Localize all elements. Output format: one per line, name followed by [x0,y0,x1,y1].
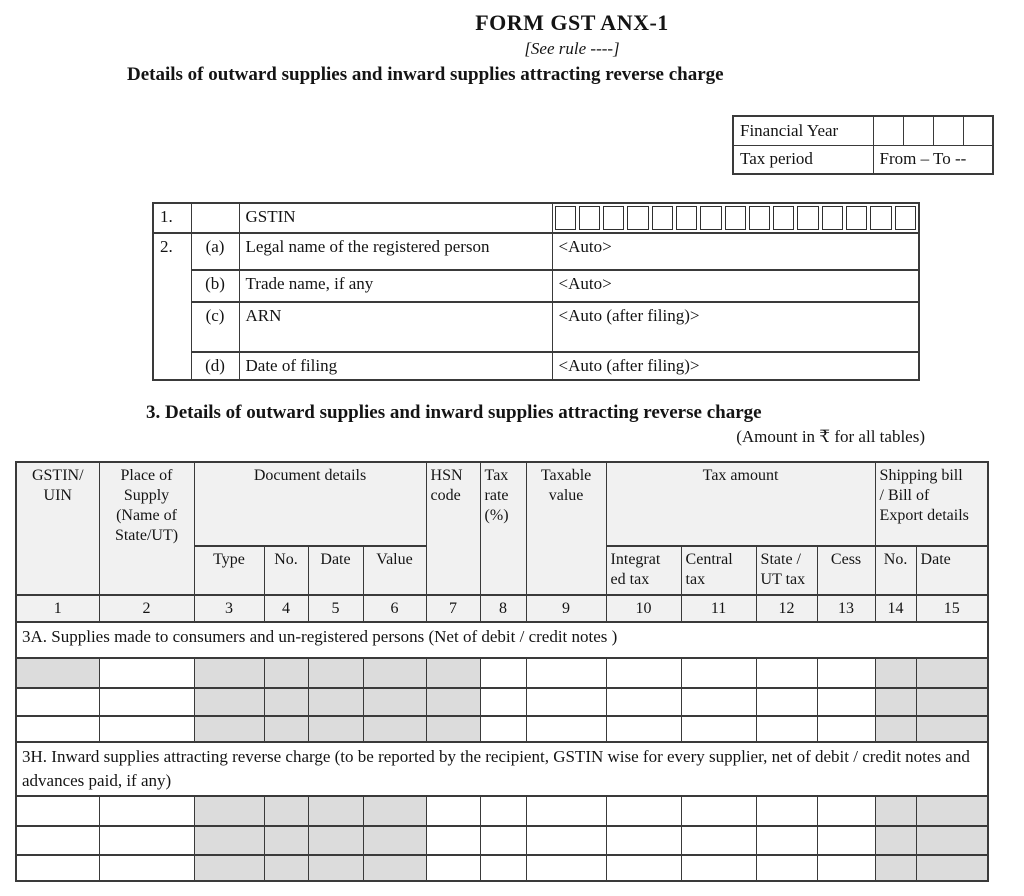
input-cell[interactable] [526,826,606,855]
shaded-cell [363,658,426,688]
shaded-cell [308,855,363,881]
col-number: 7 [426,595,480,622]
shaded-cell [916,826,988,855]
col-header-place-of-supply: Place of Supply (Name of State/UT) [99,462,194,595]
shaded-cell [363,716,426,742]
col-number: 12 [756,595,817,622]
col-number: 14 [875,595,916,622]
input-cell[interactable] [480,796,526,826]
shaded-cell [363,855,426,881]
shaded-cell [194,658,264,688]
shaded-cell [264,716,308,742]
year-digit-box[interactable] [933,116,963,145]
input-cell[interactable] [681,796,756,826]
col-number: 6 [363,595,426,622]
shaded-cell [194,796,264,826]
gstin-char-box[interactable] [676,206,697,230]
col-header-taxable-value: Taxable value [526,462,606,595]
shaded-cell [363,826,426,855]
shaded-cell [308,826,363,855]
shaded-cell [916,716,988,742]
input-cell[interactable] [480,716,526,742]
gstin-char-box[interactable] [797,206,818,230]
input-cell[interactable] [681,855,756,881]
input-cell[interactable] [426,826,480,855]
form-title: FORM GST ANX-1 [475,10,669,35]
shaded-cell [264,796,308,826]
col-number: 11 [681,595,756,622]
section-title-3h: 3H. Inward supplies attracting reverse charge (to be reported by the recipient, GSTIN wise for every supplier, net of debit / credit notes and advances paid, if any) [16,742,988,796]
col-header-cess: Cess [817,546,875,595]
col-header-central-tax: Central tax [681,546,756,595]
shaded-cell [194,716,264,742]
col-number: 13 [817,595,875,622]
col-header-hsn-code: HSN code [426,462,480,595]
col-number: 4 [264,595,308,622]
gstin-char-box[interactable] [773,206,794,230]
col-header-integrated-tax: Integrat ed tax [606,546,681,595]
col-number: 3 [194,595,264,622]
col-number: 2 [99,595,194,622]
input-cell[interactable] [16,716,99,742]
input-cell[interactable] [480,688,526,716]
input-cell[interactable] [756,826,817,855]
input-cell[interactable] [480,855,526,881]
field-label: Trade name, if any [239,270,552,302]
year-digit-box[interactable] [873,116,903,145]
input-cell[interactable] [606,796,681,826]
input-cell[interactable] [756,658,817,688]
col-number: 5 [308,595,363,622]
row-number-cell: 2. [153,233,191,380]
shaded-cell [194,826,264,855]
input-cell[interactable] [756,716,817,742]
form-subtitle: Details of outward supplies and inward supplies attracting reverse charge [127,64,724,85]
field-value: <Auto> [552,270,919,302]
sub-letter-cell: (a) [191,233,239,270]
shaded-cell [308,796,363,826]
table-row [16,826,988,855]
input-cell[interactable] [606,716,681,742]
col-number: 1 [16,595,99,622]
shaded-cell [875,826,916,855]
gstin-char-box[interactable] [627,206,648,230]
shaded-cell [916,855,988,881]
input-cell[interactable] [817,658,875,688]
input-cell[interactable] [681,688,756,716]
shaded-cell [308,716,363,742]
shaded-cell [875,658,916,688]
title-block [130,10,1014,59]
field-value: <Auto (after filing)> [552,302,919,352]
shaded-cell [308,688,363,716]
field-value: <Auto (after filing)> [552,352,919,380]
col-header-doc-value: Value [363,546,426,595]
col-header-doc-type: Type [194,546,264,595]
input-cell[interactable] [99,716,194,742]
gstin-char-box[interactable] [725,206,746,230]
col-header-state-ut-tax: State / UT tax [756,546,817,595]
field-value: <Auto> [552,233,919,270]
shaded-cell [264,658,308,688]
col-number: 8 [480,595,526,622]
gstin-char-box[interactable] [579,206,600,230]
shaded-cell [426,716,480,742]
input-cell[interactable] [606,658,681,688]
tax-period-label: Tax period [733,145,873,174]
shaded-cell [264,826,308,855]
sub-letter-cell [191,203,239,233]
input-cell[interactable] [756,796,817,826]
field-label: GSTIN [239,203,552,233]
sub-letter-cell: (c) [191,302,239,352]
shaded-cell [916,658,988,688]
input-cell[interactable] [756,688,817,716]
financial-year-label: Financial Year [733,116,873,145]
field-label: Legal name of the registered person [239,233,552,270]
input-cell[interactable] [817,826,875,855]
shaded-cell [194,688,264,716]
year-digit-box[interactable] [903,116,933,145]
section3-heading: 3. Details of outward supplies and inward supplies attracting reverse charge [146,402,762,423]
shaded-cell [875,688,916,716]
col-number: 10 [606,595,681,622]
tax-period-value[interactable]: From – To -- [873,145,993,174]
input-cell[interactable] [681,826,756,855]
input-cell[interactable] [526,688,606,716]
input-cell[interactable] [526,855,606,881]
field-label: ARN [239,302,552,352]
col-number: 9 [526,595,606,622]
input-cell[interactable] [817,716,875,742]
input-cell[interactable] [606,688,681,716]
gstin-boxes [552,203,919,233]
field-label: Date of filing [239,352,552,380]
input-cell[interactable] [99,658,194,688]
column-number-row [16,595,988,622]
col-header-tax-rate: Tax rate (%) [480,462,526,595]
year-digit-box[interactable] [963,116,993,145]
col-header-gstin-uin: GSTIN/ UIN [16,462,99,595]
shaded-cell [916,688,988,716]
gstin-char-box[interactable] [652,206,673,230]
shaded-cell [194,855,264,881]
shaded-cell [875,716,916,742]
col-header-doc-no: No. [264,546,308,595]
rule-note: [See rule ----] [524,39,620,58]
gstin-char-box[interactable] [749,206,770,230]
input-cell[interactable] [99,855,194,881]
sub-letter-cell: (d) [191,352,239,380]
input-cell[interactable] [681,716,756,742]
shaded-cell [875,796,916,826]
input-cell[interactable] [817,796,875,826]
row-number-cell: 1. [153,203,191,233]
input-cell[interactable] [817,855,875,881]
table-row [16,796,988,826]
input-cell[interactable] [426,855,480,881]
shaded-cell [916,796,988,826]
input-cell[interactable] [480,826,526,855]
input-cell[interactable] [526,716,606,742]
shaded-cell [264,855,308,881]
input-cell[interactable] [99,688,194,716]
input-cell[interactable] [756,855,817,881]
input-cell[interactable] [16,826,99,855]
input-cell[interactable] [480,658,526,688]
input-cell[interactable] [16,688,99,716]
input-cell[interactable] [681,658,756,688]
col-header-shipping-date: Date [916,546,988,595]
section-title-3a: 3A. Supplies made to consumers and un-registered persons (Net of debit / credit notes ) [16,622,988,658]
supplies-table [15,461,989,882]
registration-table [152,202,920,381]
input-cell[interactable] [16,855,99,881]
shaded-cell [875,855,916,881]
shaded-cell [363,796,426,826]
shaded-cell [16,658,99,688]
amount-note: (Amount in ₹ for all tables) [736,427,925,446]
col-header-shipping-bill: Shipping bill / Bill of Export details [875,462,988,546]
col-header-doc-date: Date [308,546,363,595]
input-cell[interactable] [817,688,875,716]
col-number: 15 [916,595,988,622]
period-table [732,115,994,175]
shaded-cell [308,658,363,688]
gstin-char-box[interactable] [895,206,916,230]
shaded-cell [426,658,480,688]
gstin-char-box[interactable] [822,206,843,230]
gstin-char-box[interactable] [846,206,867,230]
table-row [16,855,988,881]
gstin-char-box[interactable] [700,206,721,230]
input-cell[interactable] [99,796,194,826]
table-row [16,688,988,716]
gstin-char-box[interactable] [870,206,891,230]
col-header-shipping-no: No. [875,546,916,595]
input-cell[interactable] [526,796,606,826]
shaded-cell [264,688,308,716]
col-header-document-details: Document details [194,462,426,546]
input-cell[interactable] [16,796,99,826]
shaded-cell [426,688,480,716]
sub-letter-cell: (b) [191,270,239,302]
table-row [16,716,988,742]
input-cell[interactable] [526,658,606,688]
input-cell[interactable] [99,826,194,855]
input-cell[interactable] [606,826,681,855]
col-header-tax-amount: Tax amount [606,462,875,546]
gstin-char-box[interactable] [603,206,624,230]
table-row [16,658,988,688]
input-cell[interactable] [426,796,480,826]
shaded-cell [363,688,426,716]
input-cell[interactable] [606,855,681,881]
gstin-char-box[interactable] [555,206,576,230]
